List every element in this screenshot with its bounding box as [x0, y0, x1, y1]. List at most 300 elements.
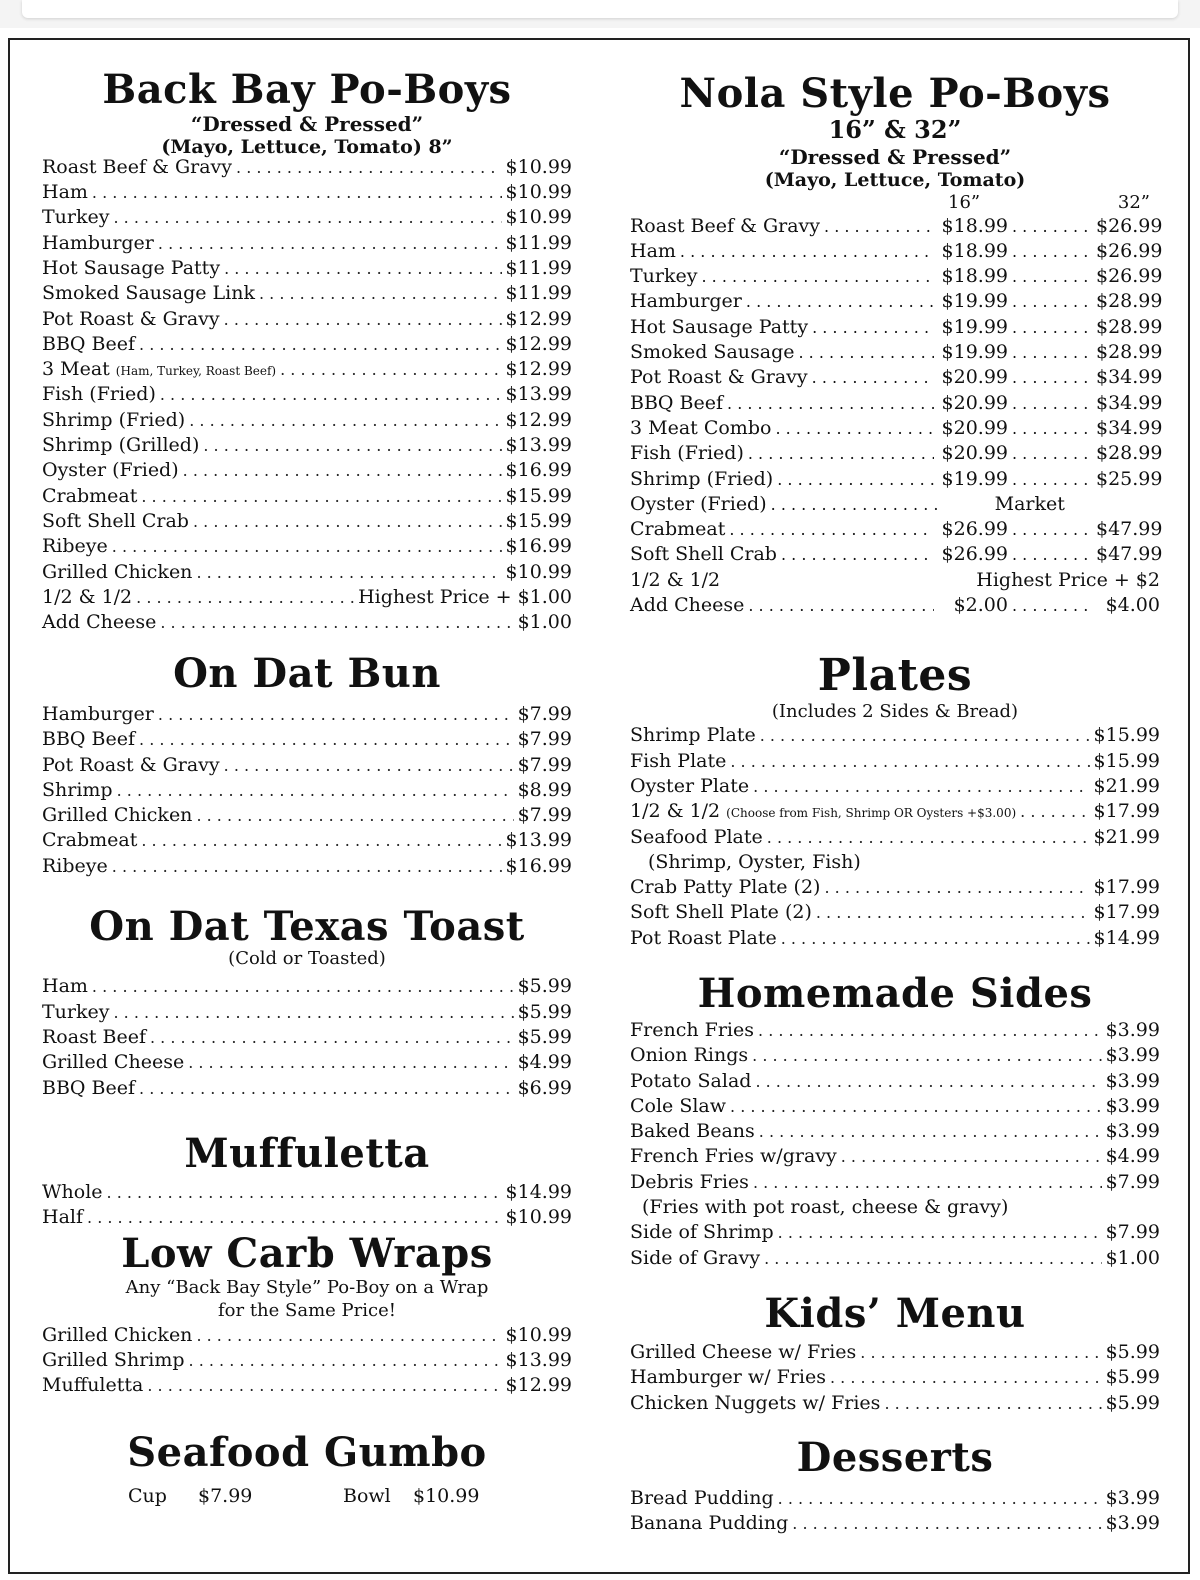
item-name: Half	[42, 1206, 84, 1229]
item-name: Whole	[42, 1181, 103, 1203]
item-name: Oyster (Fried)	[42, 459, 179, 482]
menu-item	[42, 332, 572, 357]
item-price-32: $47.99	[1096, 543, 1163, 566]
leader-dots	[236, 155, 501, 180]
item-price: $13.99	[505, 1349, 572, 1372]
item-price: $11.99	[505, 231, 572, 254]
wraps-note-2: for the Same Price!	[218, 1300, 396, 1322]
menu-item	[42, 560, 572, 585]
item-name: Grilled Chicken	[42, 1323, 193, 1346]
kids-title: Kids’ Menu	[764, 1290, 1026, 1337]
item-name: Potato Salad	[630, 1069, 752, 1092]
item-name: Grilled Cheese w/ Fries	[630, 1341, 857, 1363]
leader-dots	[139, 332, 501, 357]
menu-item	[630, 723, 1160, 748]
leader-dots	[147, 1373, 501, 1398]
item-price-16: $19.99	[941, 467, 1008, 490]
item-name: Pot Roast Plate	[630, 926, 777, 949]
leader-dots	[139, 1076, 514, 1101]
item-price: $3.99	[1105, 1069, 1160, 1092]
item-price-16: $2.00	[953, 594, 1008, 617]
item-name: Grilled Chicken	[42, 560, 193, 583]
plates-list-2	[630, 875, 1160, 951]
menu-item	[42, 155, 572, 180]
leader-dots	[193, 509, 502, 534]
item-name: Roast Beef & Gravy	[630, 214, 821, 237]
item-price-16: $19.99	[941, 290, 1008, 313]
item-name: Fish (Fried)	[42, 383, 156, 406]
leader-dots	[112, 854, 502, 879]
leader-dots	[158, 231, 502, 256]
item-name: Banana Pudding	[630, 1512, 789, 1535]
item-price: $1.00	[517, 611, 572, 634]
toast-list	[42, 974, 572, 1100]
menu-item	[630, 1094, 1160, 1119]
item-note: (Choose from Fish, Shrimp OR Oysters +$3.00)	[726, 806, 1017, 821]
item-price: $5.99	[517, 1000, 572, 1023]
item-name: Ribeye	[42, 535, 108, 558]
menu-page	[8, 38, 1190, 1574]
gumbo-prices	[42, 1483, 572, 1509]
item-price-32: $26.99	[1096, 265, 1163, 288]
plates-note: (Includes 2 Sides & Bread)	[771, 701, 1019, 722]
item-name: 3 Meat	[42, 358, 110, 381]
item-name: Pot Roast & Gravy	[42, 753, 220, 776]
menu-item	[630, 214, 1163, 239]
item-price: $5.99	[1105, 1391, 1160, 1414]
leader-dots	[701, 264, 934, 289]
item-name: Side of Gravy	[630, 1246, 761, 1269]
gumbo-section	[42, 1429, 572, 1509]
menu-item	[42, 1205, 572, 1230]
menu-item	[630, 340, 1163, 365]
item-price: $16.99	[505, 854, 572, 877]
item-price: $3.99	[1105, 1512, 1160, 1535]
leader-dots	[841, 1144, 1102, 1169]
item-name: Oyster Plate	[630, 774, 750, 797]
item-name: Crabmeat	[42, 484, 138, 507]
item-price: $12.99	[505, 408, 572, 431]
leader-dots	[1012, 416, 1092, 441]
menu-item	[630, 1220, 1160, 1245]
item-price: $7.99	[1105, 1221, 1160, 1244]
item-price: $3.99	[1105, 1487, 1160, 1509]
leader-dots	[746, 289, 934, 314]
gumbo-cup-price: $7.99	[198, 1485, 253, 1507]
item-name: Oyster (Fried)	[630, 492, 767, 515]
item-name: Side of Shrimp	[630, 1221, 774, 1244]
menu-item	[630, 1069, 1160, 1094]
wraps-note-1: Any “Back Bay Style” Po-Boy on a Wrap	[125, 1277, 489, 1298]
menu-item	[630, 900, 1160, 925]
item-price: $15.99	[505, 509, 572, 532]
item-price-32: $28.99	[1096, 341, 1163, 364]
item-name: BBQ Beef	[42, 1076, 136, 1099]
leader-dots	[107, 1180, 502, 1205]
toast-note: (Cold or Toasted)	[228, 948, 386, 969]
item-note: (Ham, Turkey, Roast Beef)	[115, 364, 277, 379]
nola-subtitle-2: (Mayo, Lettuce, Tomato)	[764, 168, 1026, 191]
item-name: 1/2 & 1/2	[42, 585, 133, 608]
menu-item	[630, 391, 1163, 416]
muffuletta-section	[42, 1130, 572, 1231]
menu-item	[630, 289, 1163, 314]
item-name: Pot Roast & Gravy	[630, 366, 808, 389]
item-price: $12.99	[505, 358, 572, 381]
menu-item	[630, 517, 1163, 542]
item-name: Grilled Chicken	[42, 804, 193, 827]
menu-item	[42, 307, 572, 332]
item-price: $14.99	[505, 1181, 572, 1203]
item-price: $15.99	[505, 484, 572, 507]
item-price-16: $20.99	[941, 391, 1008, 414]
menu-item	[42, 433, 572, 458]
item-name: Grilled Shrimp	[42, 1349, 185, 1372]
item-name: Ribeye	[42, 854, 108, 877]
item-price: $4.99	[1105, 1145, 1160, 1168]
sides-section	[630, 970, 1160, 1271]
item-name: 1/2 & 1/2	[630, 800, 721, 823]
leader-dots	[188, 1050, 513, 1075]
leader-dots	[729, 517, 934, 542]
menu-item	[630, 1119, 1160, 1144]
menu-item	[42, 1373, 572, 1398]
item-price: $10.99	[505, 155, 572, 178]
wraps-section	[42, 1230, 572, 1399]
item-name: 3 Meat Combo	[630, 416, 772, 439]
item-price-16: $19.99	[941, 341, 1008, 364]
muffuletta-list	[42, 1180, 572, 1231]
leader-dots	[1012, 441, 1092, 466]
nola-sizes: 16” & 32”	[828, 115, 962, 144]
menu-item	[42, 484, 572, 509]
toast-section	[42, 903, 572, 1101]
nola-section	[630, 70, 1163, 618]
menu-item	[42, 180, 572, 205]
leader-dots	[1012, 340, 1092, 365]
item-price: $5.99	[517, 975, 572, 998]
item-name: Pot Roast & Gravy	[42, 307, 220, 330]
leader-dots	[203, 433, 501, 458]
item-name: Crabmeat	[630, 518, 726, 541]
leader-dots	[792, 1511, 1101, 1536]
menu-item	[42, 727, 572, 752]
back-bay-list	[42, 155, 572, 636]
leader-dots	[150, 1025, 514, 1050]
item-price: $14.99	[1093, 926, 1160, 949]
sides-list-2	[630, 1220, 1160, 1271]
item-name: Add Cheese	[42, 611, 157, 634]
menu-item	[42, 974, 572, 999]
leader-dots	[1012, 264, 1092, 289]
leader-dots	[781, 926, 1090, 951]
menu-item	[630, 926, 1160, 951]
leader-dots	[824, 875, 1089, 900]
item-price: $5.99	[1105, 1366, 1160, 1389]
item-name: Baked Beans	[630, 1120, 755, 1143]
item-name: Soft Shell Crab	[630, 543, 777, 566]
item-name: Ham	[42, 975, 88, 998]
item-price: $8.99	[517, 778, 572, 801]
leader-dots	[196, 560, 501, 585]
back-bay-subtitle-2: (Mayo, Lettuce, Tomato) 8”	[161, 136, 453, 158]
item-price: $15.99	[1093, 749, 1160, 772]
sides-list	[630, 1018, 1160, 1195]
leader-dots	[778, 1486, 1102, 1511]
item-name: 1/2 & 1/2	[630, 568, 721, 591]
item-name: Shrimp (Grilled)	[42, 434, 200, 457]
leader-dots	[224, 256, 501, 281]
leader-dots	[1012, 542, 1092, 567]
leader-dots	[680, 239, 934, 264]
leader-dots	[759, 1119, 1102, 1144]
menu-item	[630, 1365, 1160, 1390]
desserts-section	[630, 1434, 1160, 1537]
menu-item	[42, 778, 572, 803]
item-price-16: $19.99	[941, 315, 1008, 338]
item-price-32: $26.99	[1096, 239, 1163, 262]
item-price: $7.99	[517, 753, 572, 776]
leader-dots	[755, 1069, 1101, 1094]
menu-item	[42, 854, 572, 879]
item-price: $7.99	[517, 804, 572, 827]
item-price: $12.99	[505, 307, 572, 330]
gumbo-bowl-label: Bowl	[343, 1485, 391, 1507]
item-price: $21.99	[1093, 774, 1160, 797]
item-price: $10.99	[505, 181, 572, 204]
item-price: $10.99	[505, 1206, 572, 1229]
item-name: Shrimp (Fried)	[630, 467, 774, 490]
menu-item	[42, 1025, 572, 1050]
menu-item	[630, 416, 1163, 441]
item-name: Crab Patty Plate (2)	[630, 876, 821, 899]
item-price: $13.99	[505, 383, 572, 406]
leader-dots	[92, 180, 502, 205]
nola-col-32: 32”	[1117, 191, 1150, 213]
menu-item	[42, 509, 572, 534]
leader-dots	[280, 357, 501, 382]
nola-size-headers	[630, 192, 1160, 214]
plates-list	[630, 723, 1160, 849]
leader-dots	[727, 391, 934, 416]
item-price: Market	[994, 492, 1065, 515]
item-name: Add Cheese	[630, 594, 745, 617]
leader-dots	[767, 825, 1090, 850]
nola-list-2	[630, 517, 1163, 568]
item-price: $10.99	[505, 560, 572, 583]
item-name: Shrimp Plate	[630, 724, 756, 747]
seafood-plate-note: (Shrimp, Oyster, Fish)	[648, 850, 861, 873]
menu-item	[42, 458, 572, 483]
menu-item	[42, 1323, 572, 1348]
nola-subtitle: “Dressed & Pressed”	[778, 144, 1012, 169]
leader-dots	[758, 1018, 1102, 1043]
item-name: Turkey	[42, 206, 110, 229]
menu-item	[42, 256, 572, 281]
menu-item	[42, 610, 572, 635]
leader-dots	[87, 1205, 502, 1230]
menu-item	[42, 753, 572, 778]
menu-item	[42, 357, 572, 382]
leader-dots	[775, 416, 934, 441]
leader-dots	[183, 458, 502, 483]
desserts-list	[630, 1486, 1160, 1537]
item-price-32: $25.99	[1096, 467, 1163, 490]
leader-dots	[771, 492, 941, 517]
menu-item	[630, 1043, 1160, 1068]
leader-dots	[139, 727, 514, 752]
bun-section	[42, 650, 572, 879]
item-name: Hot Sausage Patty	[42, 256, 221, 279]
item-price: $15.99	[1093, 724, 1160, 747]
leader-dots	[1012, 315, 1092, 340]
leader-dots	[117, 778, 514, 803]
item-name: Ham	[630, 239, 676, 262]
item-price-32: $26.99	[1096, 214, 1163, 237]
sides-title: Homemade Sides	[697, 970, 1093, 1017]
leader-dots	[1012, 391, 1092, 416]
item-price-16: $20.99	[941, 416, 1008, 439]
debris-fries-note: (Fries with pot roast, cheese & gravy)	[642, 1196, 1009, 1219]
menu-item	[42, 534, 572, 559]
leader-dots	[753, 1170, 1102, 1195]
item-name: BBQ Beef	[42, 332, 136, 355]
menu-item	[42, 205, 572, 230]
leader-dots	[189, 1348, 502, 1373]
leader-dots	[224, 307, 502, 332]
back-bay-section	[42, 66, 572, 635]
bun-title: On Dat Bun	[173, 650, 441, 697]
menu-item	[630, 1391, 1160, 1416]
wraps-title: Low Carb Wraps	[121, 1230, 493, 1277]
menu-item	[630, 875, 1160, 900]
item-name: Hamburger	[630, 290, 742, 313]
wraps-list	[42, 1323, 572, 1399]
item-price: $11.99	[505, 282, 572, 305]
item-name: Roast Beef & Gravy	[42, 155, 233, 178]
toast-title: On Dat Texas Toast	[89, 903, 525, 950]
item-price: $16.99	[505, 459, 572, 482]
menu-item	[630, 749, 1160, 774]
leader-dots	[224, 753, 514, 778]
item-price-32: $4.00	[1105, 594, 1160, 617]
leader-dots	[160, 610, 513, 635]
leader-dots	[1012, 365, 1092, 390]
item-name: French Fries w/gravy	[630, 1145, 837, 1168]
menu-item	[630, 365, 1163, 390]
kids-list	[630, 1340, 1160, 1416]
item-price: $4.99	[517, 1051, 572, 1074]
leader-dots	[799, 340, 935, 365]
menu-item	[42, 231, 572, 256]
item-name: Seafood Plate	[630, 825, 763, 848]
bun-list	[42, 702, 572, 879]
item-price: $5.99	[517, 1025, 572, 1048]
item-price: $11.99	[505, 256, 572, 279]
item-name: Shrimp (Fried)	[42, 408, 186, 431]
leader-dots	[160, 382, 502, 407]
item-name: Chicken Nuggets w/ Fries	[630, 1391, 881, 1414]
menu-item	[630, 799, 1160, 824]
item-price: $13.99	[505, 434, 572, 457]
leader-dots	[730, 749, 1089, 774]
item-name: BBQ Beef	[630, 391, 724, 414]
menu-item	[42, 585, 572, 610]
leader-dots	[1012, 593, 1092, 618]
item-name: Turkey	[630, 265, 698, 288]
menu-item	[630, 774, 1160, 799]
item-name: Muffuletta	[42, 1374, 144, 1397]
leader-dots	[884, 1391, 1101, 1416]
nola-list	[630, 214, 1163, 492]
menu-item	[630, 239, 1163, 264]
leader-dots	[1012, 214, 1092, 239]
leader-dots	[816, 900, 1090, 925]
item-price-32: $34.99	[1096, 416, 1163, 439]
item-price: $3.99	[1105, 1120, 1160, 1143]
item-price: $3.99	[1105, 1044, 1160, 1067]
menu-item	[42, 702, 572, 727]
menu-item	[630, 1246, 1160, 1271]
menu-item	[630, 315, 1163, 340]
menu-item	[42, 382, 572, 407]
item-price-32: $28.99	[1096, 315, 1163, 338]
item-name: Hamburger	[42, 703, 154, 725]
muffuletta-title: Muffuletta	[184, 1130, 430, 1177]
leader-dots	[113, 205, 501, 230]
item-name: Cole Slaw	[630, 1094, 727, 1117]
desserts-title: Desserts	[796, 1434, 994, 1481]
item-price: $6.99	[517, 1076, 572, 1099]
plates-title: Plates	[817, 650, 973, 701]
leader-dots	[860, 1340, 1101, 1365]
leader-dots	[748, 441, 934, 466]
menu-item	[630, 1511, 1160, 1536]
item-price: $12.99	[505, 332, 572, 355]
menu-item	[630, 467, 1163, 492]
leader-dots	[824, 214, 934, 239]
leader-dots	[1012, 289, 1092, 314]
menu-item	[630, 825, 1160, 850]
leader-dots	[1012, 517, 1092, 542]
item-price-16: $18.99	[941, 214, 1008, 237]
item-price-16: $26.99	[941, 518, 1008, 541]
menu-item	[42, 803, 572, 828]
menu-item	[42, 828, 572, 853]
nola-title: Nola Style Po-Boys	[679, 70, 1111, 117]
leader-dots	[92, 974, 514, 999]
menu-item	[630, 542, 1163, 567]
menu-item	[42, 1348, 572, 1373]
menu-item	[630, 441, 1163, 466]
leader-dots	[141, 484, 501, 509]
item-price: $3.99	[1105, 1019, 1160, 1041]
item-name: Fish Plate	[630, 749, 727, 772]
item-name: Hamburger	[42, 231, 154, 254]
item-price-32: $34.99	[1096, 366, 1163, 389]
leader-dots	[778, 1220, 1102, 1245]
leader-dots	[1012, 467, 1092, 492]
item-price: $16.99	[505, 535, 572, 558]
item-name: BBQ Beef	[42, 728, 136, 751]
item-price: $1.00	[1105, 1246, 1160, 1269]
gumbo-title: Seafood Gumbo	[127, 1429, 487, 1476]
leader-dots	[753, 774, 1089, 799]
back-bay-subtitle: “Dressed & Pressed”	[190, 112, 424, 136]
leader-dots	[196, 803, 513, 828]
menu-item	[630, 1018, 1160, 1043]
leader-dots	[1020, 799, 1089, 824]
